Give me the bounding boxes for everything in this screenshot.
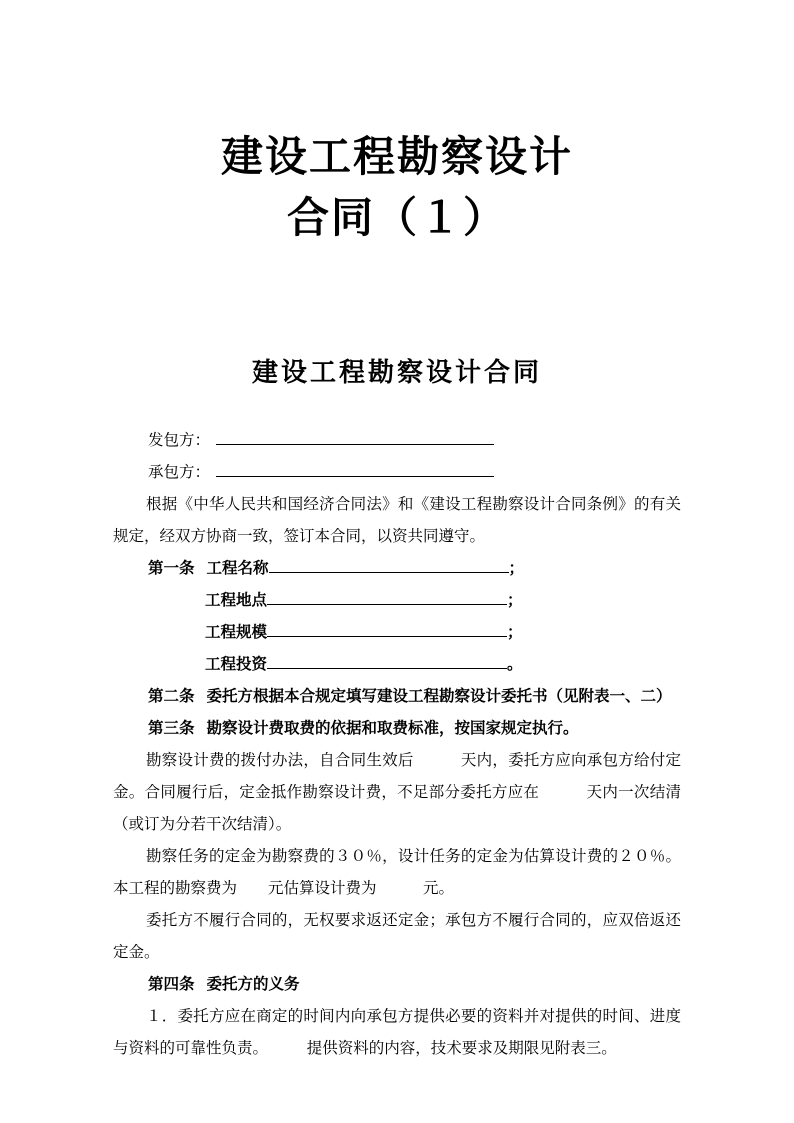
payment-method-paragraph: 勘察设计费的拨付办法，自合同生效后 天内，委托方应向承包方给付定金。合同履行后，定金抵作勘察设计费，不足部分委托方应在 天内一次结清（或订为分若干次结清）。 [113,751,681,833]
clause-1-item-4-blank-line [267,654,507,669]
intro-paragraph: 根据《中华人民共和国经济合同法》和《建设工程勘察设计合同条例》的有关规定，经双方协商一致，签订本合同，以资共同遵守。 [113,495,681,545]
clause-1-item-3-tail: ； [507,623,523,641]
document-subtitle: 建设工程勘察设计合同 [251,357,542,387]
clause-1-item-2-label: 工程地点 [205,591,268,609]
clause-4-number: 第四条 [148,975,195,993]
party-b-blank-line [216,462,494,477]
clause-1-item-4-label: 工程投资 [205,655,268,673]
clause-1-item-3-blank-line [267,622,507,637]
clause-4-item-1-paragraph: １．委托方应在商定的时间内向承包方提供必要的资料并对提供的时间、进度与资料的可靠性负责。 提供资料的内容，技术要求及期限见附表三。 [113,1007,681,1057]
party-b-label: 承包方： [148,463,211,481]
deposit-paragraph: 勘察任务的定金为勘察费的３０％，设计任务的定金为估算设计费的２０％。本工程的勘察费为 元估算设计费为 元。 [113,847,681,897]
document-title-line2: 合同（１） [286,195,507,242]
clause-1-item-2-blank-line [267,590,507,605]
clause-1-item-4-row [113,649,681,681]
clause-1-item-2-row [113,585,681,617]
document-title-line1: 建设工程勘察设计 [220,135,573,181]
clause-3-text: 勘察设计费取费的依据和取费标准，按国家规定执行。 [206,719,579,737]
clause-4-text: 委托方的义务 [206,975,300,993]
clause-2-text: 委托方根据本合规定填写建设工程勘察设计委托书（见附表一、二） [206,687,672,705]
clause-1-number: 第一条 [148,559,195,577]
clause-1-item-1-label: 工程名称 [206,559,269,577]
document-title [113,128,681,250]
clause-1-item-2-tail: ； [507,591,523,609]
clause-3-row [113,713,681,745]
party-a-row [113,425,681,457]
breach-paragraph: 委托方不履行合同的，无权要求返还定金；承包方不履行合同的，应双倍返还定金。 [113,911,681,961]
party-a-label: 发包方： [148,431,211,449]
clause-3-number: 第三条 [148,719,195,737]
document-body [113,425,681,1065]
clause-4-row [113,969,681,1001]
clause-1-item-3-row [113,617,681,649]
party-b-row [113,457,681,489]
clause-2-number: 第二条 [148,687,195,705]
clause-2-row [113,681,681,713]
clause-1-item-1-blank-line [269,558,509,573]
clause-1-row [113,553,681,585]
party-a-blank-line [216,430,494,445]
clause-1-item-3-label: 工程规模 [205,623,268,641]
clause-1-item-4-tail: 。 [507,655,523,673]
clause-1-item-1-tail: ； [508,559,525,577]
